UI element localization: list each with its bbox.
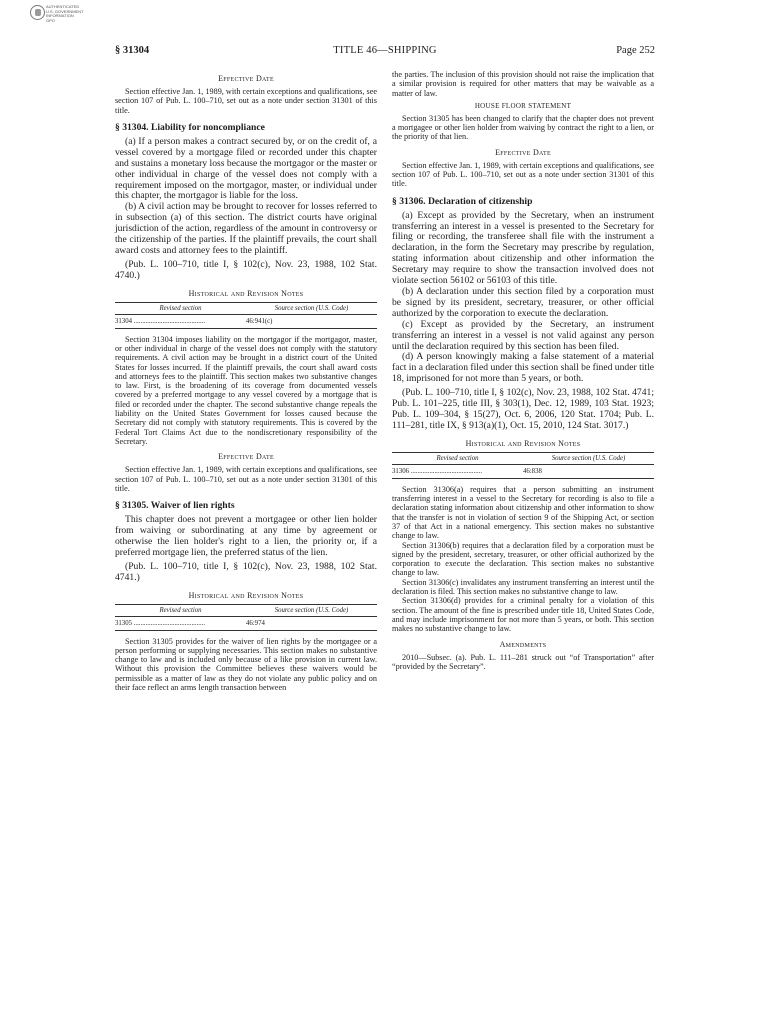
- section-31306-subsection-b: (b) A declaration under this section filed by a corporation must be signed by its president, secretary, treasurer, or other official authorized by the corporation to execute the declaration.: [392, 286, 654, 319]
- effective-date-note: Section effective Jan. 1, 1989, with certain exceptions and qualifications, see section 107 of Pub. L. 100–710, set out as a note under section 31301 of this title.: [115, 465, 377, 493]
- section-31306-subsection-d: (d) A person knowingly making a false statement of a material fact in a declaration filed under this section shall be fined under title 18, imprisoned for not more than 5 years, or both.: [392, 351, 654, 385]
- header-section-number: § 31304: [115, 45, 150, 56]
- revised-section-cell: 31306 ..........................................: [392, 464, 523, 478]
- table-row: [392, 464, 654, 478]
- revision-table: [115, 302, 377, 329]
- revised-section-cell: 31304 ..........................................: [115, 314, 246, 328]
- gpo-authentication-logo: [30, 5, 90, 31]
- section-31305-citation: (Pub. L. 100–710, title I, § 102(c), Nov. 23, 1988, 102 Stat. 4741.): [115, 560, 377, 583]
- section-31305-text: This chapter does not prevent a mortgagee or other lien holder from waiving or subordinating at any time by agreement or otherwise the lien holder's right to a lien, the priority or, if a preferred mortgage lien, the preferred status of the lien.: [115, 514, 377, 558]
- section-31304-subsection-a: (a) If a person makes a contract secured by, or on the credit of, a vessel covered by a mortgage filed or recorded under this chapter and sustains a monetary loss because the mortgagor or the master or other individual in charge of the vessel does not comply with a requirement imposed on the mortgagor, master, or individual under this chapter, the mortgagor is liable for the loss.: [115, 135, 377, 202]
- effective-date-note: Section effective Jan. 1, 1989, with certain exceptions and qualifications, see section 107 of Pub. L. 100–710, set out as a note under section 31301 of this title.: [392, 160, 654, 189]
- source-section-cell: 46:941(c): [246, 314, 377, 328]
- section-31304-subsection-b: (b) A civil action may be brought to recover for losses referred to in subsection (a) of this section. The district courts have original jurisdiction of the action, regardless of the amount in controversy or the citizenship of the parties. If the plaintiff prevails, the court shall award costs and attorney fees to the plaintiff.: [115, 201, 377, 256]
- historical-notes-text: Section 31306(b) requires that a declaration filed by a corporation must be signed by the president, secretary, treasurer, or other official authorized by the corporation to execute the declaration. This section makes no substantive change to law.: [392, 540, 654, 578]
- revision-table-header-revised: Revised section: [115, 604, 246, 616]
- historical-notes-heading: Historical and Revision Notes: [465, 438, 581, 448]
- effective-date-note: Section effective Jan. 1, 1989, with certain exceptions and qualifications, see section 107 of Pub. L. 100–710, set out as a note under section 31301 of this title.: [115, 87, 377, 115]
- revision-table: [392, 452, 654, 479]
- house-floor-statement-text: Section 31305 has been changed to clarify that the chapter does not prevent a mortgagee or other lien holder from waiving by contract the right to a lien, or the priority of that lien.: [392, 113, 654, 142]
- header-page-number: Page 252: [616, 45, 655, 56]
- revision-table-header-revised: Revised section: [392, 452, 523, 464]
- table-row: [115, 616, 377, 630]
- historical-notes-heading: Historical and Revision Notes: [188, 288, 304, 298]
- section-31306-subsection-c: (c) Except as provided by the Secretary, an instrument transferring an interest in a vessel is not valid against any person until the declaration required by this section has been filed.: [392, 318, 654, 352]
- historical-notes-text: Section 31306(d) provides for a criminal penalty for a violation of this section. The amount of the fine is prescribed under title 18, United States Code, and may include imprisonment for not more than 5 years, or both. This section makes no substantive change to law.: [392, 596, 654, 634]
- section-31306-citation: (Pub. L. 100–710, title I, § 102(c), Nov. 23, 1988, 102 Stat. 4741; Pub. L. 101–225, title III, § 303(1), Dec. 12, 1989, 103 Stat. 1923; Pub. L. 109–304, § 15(27), Oct. 6, 2006, 120 Stat. 1704; Pub. L. 111–281, title IX, § 913(a)(1), Oct. 15, 2010, 124 Stat. 3017.): [392, 387, 654, 431]
- table-row: [115, 314, 377, 328]
- section-31305-heading: § 31305. Waiver of lien rights: [115, 500, 235, 512]
- section-31304-citation: (Pub. L. 100–710, title I, § 102(c), Nov. 23, 1988, 102 Stat. 4740.): [115, 258, 377, 281]
- right-column: [392, 70, 654, 671]
- section-31306-subsection-a: (a) Except as provided by the Secretary, when an instrument transferring an interest in a vessel is presented to the Secretary for filing or recording, the transferee shall file with the instrument a declaration, in the form the Secretary may prescribe by regulation, stating information about citizenship and other information the Secretary may require to show the transaction involved does not violate section 56102 or 56103 of this title.: [392, 209, 654, 287]
- historical-notes-continuation: the parties. The inclusion of this provision should not raise the implication that a similar provision is required for other matters that may be waivable as a matter of law.: [392, 70, 654, 98]
- revision-table: [115, 604, 377, 631]
- section-31304-heading: § 31304. Liability for noncompliance: [115, 121, 265, 133]
- logo-text: AUTHENTICATED U.S. GOVERNMENT INFORMATION GPO: [46, 4, 84, 23]
- section-31306-heading: § 31306. Declaration of citizenship: [392, 195, 533, 207]
- header-title: TITLE 46—SHIPPING: [333, 45, 437, 56]
- historical-notes-text: Section 31304 imposes liability on the mortgagor if the mortgagor, master, or other individual in charge of the vessel does not comply with the statutory requirements. A civil action may be brought in a district court of the United States for losses incurred. If the plaintiff prevails, the court shall award costs and attorneys fees to the plaintiff. This section makes two substantive changes to law. First, is the broadening of its coverage from documented vessels covered by a preferred mortgage to any vessel covered by a mortgage that is filed or recorded under the chapter. The second substantive change repeals the liability on the United States Government for losses caused because the Secretary did not comply with statutory requirements. This is covered by the Federal Tort Claims Act due to the nondiscretionary responsibility of the Secretary.: [115, 334, 377, 446]
- revision-table-header-source: Source section (U.S. Code): [246, 302, 377, 314]
- eagle-seal-icon: [30, 5, 45, 20]
- effective-date-heading: Effective Date: [218, 74, 274, 83]
- historical-notes-heading: Historical and Revision Notes: [188, 590, 304, 600]
- revision-table-header-source: Source section (U.S. Code): [246, 604, 377, 616]
- historical-notes-text: Section 31306(a) requires that a person submitting an instrument transferring interest in a vessel to the Secretary for recording is also to file a declaration stating information about citizenship and other information to show that the transfer is not in violation of section 9 of the Shipping Act, or section 37 of that Act in a national emergency. This section makes no substantive change to law.: [392, 484, 654, 541]
- historical-notes-text: Section 31306(c) invalidates any instrument transferring an interest until the declaration is filed. This section makes no substantive change to law.: [392, 577, 654, 597]
- source-section-cell: 46:838: [523, 464, 654, 478]
- source-section-cell: 46:974: [246, 616, 377, 630]
- historical-notes-text: Section 31305 provides for the waiver of lien rights by the mortgagee or a person performing or supplying necessaries. This section makes no substantive change to law and is included only because of a like provision in current law. Without this provision the Committee believes these waivers would be permissible as a matter of law as they do not violate any public policy and on their face reflect an arms length transaction between: [115, 636, 377, 693]
- revision-table-header-source: Source section (U.S. Code): [523, 452, 654, 464]
- page-header: [115, 45, 655, 59]
- effective-date-heading: Effective Date: [218, 452, 274, 462]
- house-floor-statement-heading: HOUSE FLOOR STATEMENT: [474, 101, 572, 110]
- left-column: [115, 70, 377, 692]
- effective-date-heading: Effective Date: [495, 147, 551, 157]
- revised-section-cell: 31305 ..........................................: [115, 616, 246, 630]
- amendments-heading: Amendments: [499, 639, 547, 649]
- revision-table-header-revised: Revised section: [115, 302, 246, 314]
- amendments-text: 2010—Subsec. (a). Pub. L. 111–281 struck out “of Transportation” after “provided by the Secretary”.: [392, 652, 654, 671]
